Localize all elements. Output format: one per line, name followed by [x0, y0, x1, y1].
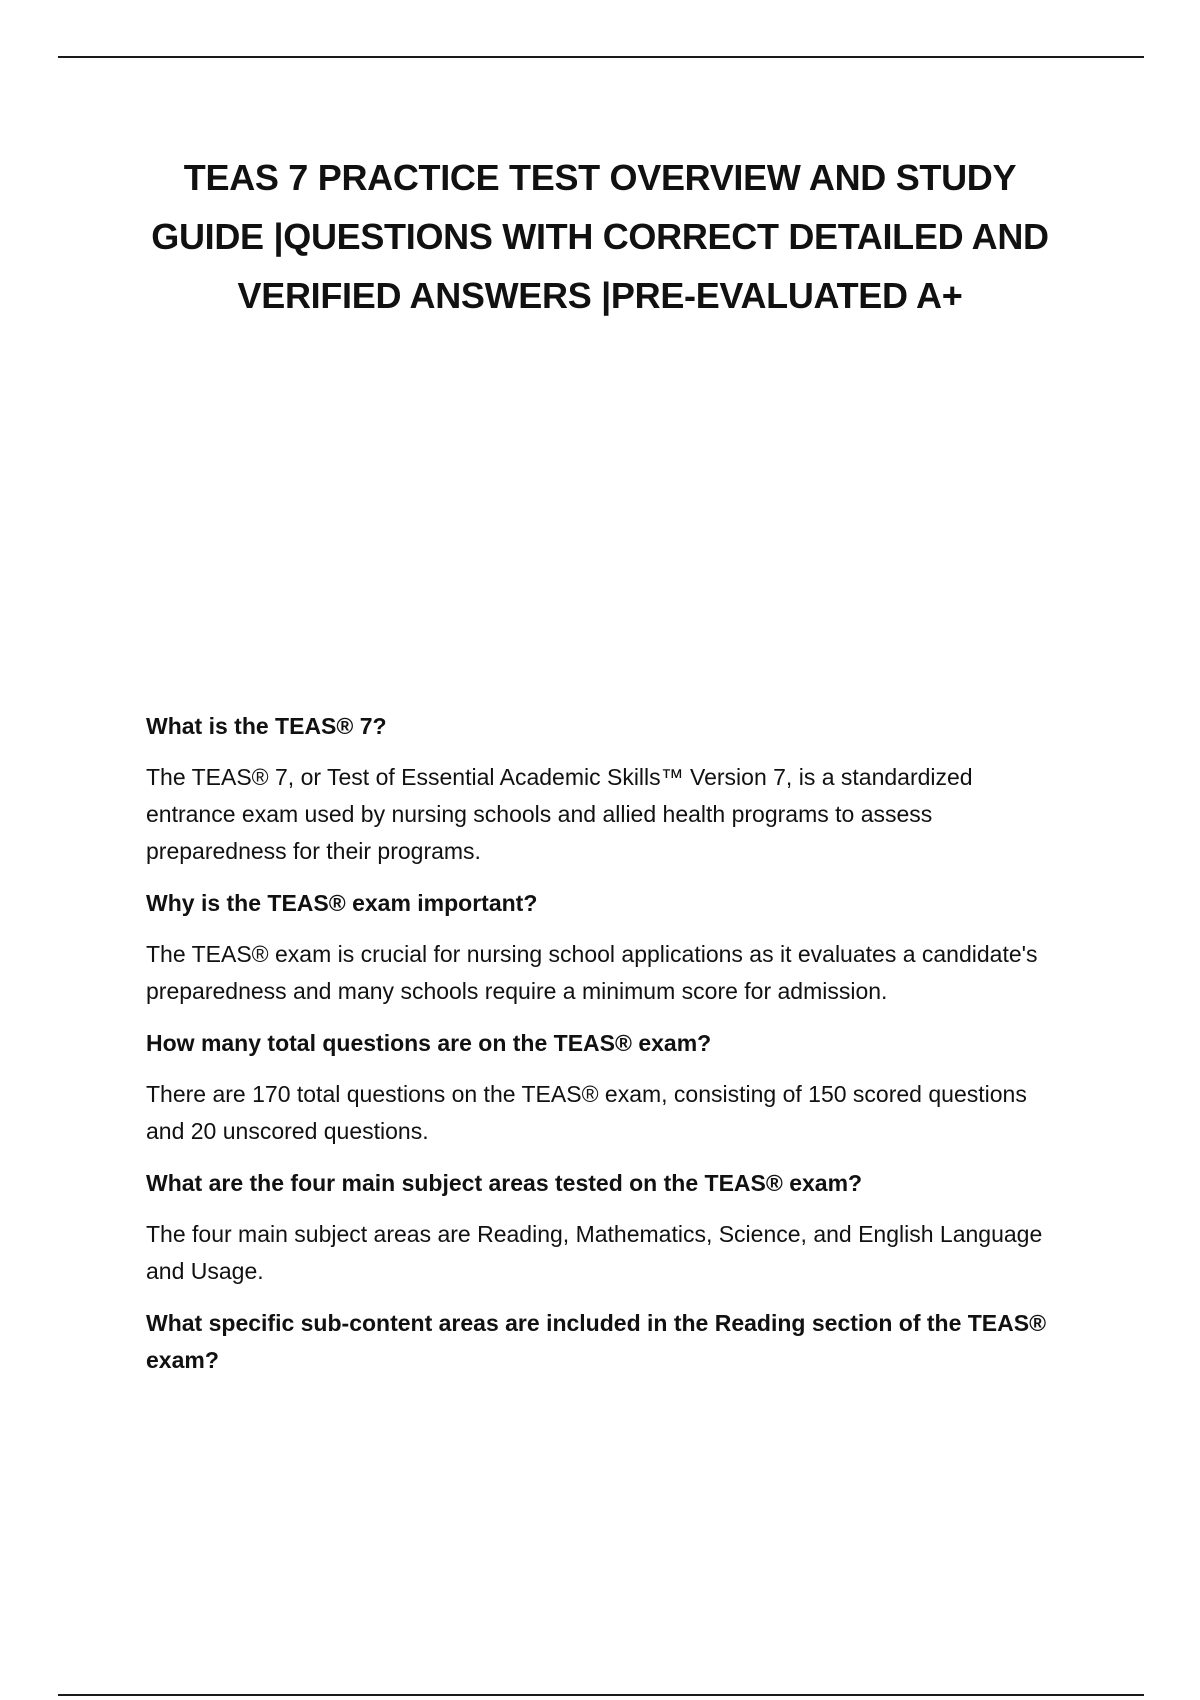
question-5: What specific sub-content areas are included in the Reading section of the TEAS® exam? — [146, 1310, 1047, 1373]
answer-3: There are 170 total questions on the TEAS® exam, consisting of 150 scored questions and 20 unscored questions. — [146, 1081, 1027, 1144]
question-2: Why is the TEAS® exam important? — [146, 890, 538, 916]
qa-section — [146, 708, 1066, 1393]
question-3: How many total questions are on the TEAS® exam? — [146, 1030, 712, 1056]
question-4: What are the four main subject areas tested on the TEAS® exam? — [146, 1170, 863, 1196]
title-line: VERIFIED ANSWERS |PRE-EVALUATED A+ — [237, 275, 963, 316]
answer-2: The TEAS® exam is crucial for nursing school applications as it evaluates a candidate's preparedness and many schools require a minimum score for admission. — [146, 941, 1038, 1004]
document-title — [100, 148, 1100, 325]
answer-1: The TEAS® 7, or Test of Essential Academic Skills™ Version 7, is a standardized entrance exam used by nursing schools and allied health programs to assess preparedness for their programs. — [146, 764, 973, 864]
title-line: GUIDE |QUESTIONS WITH CORRECT DETAILED AND — [151, 216, 1049, 257]
bottom-rule — [58, 1694, 1144, 1696]
top-rule — [58, 56, 1144, 58]
question-1: What is the TEAS® 7? — [146, 713, 387, 739]
title-line: TEAS 7 PRACTICE TEST OVERVIEW AND STUDY — [183, 157, 1017, 198]
answer-4: The four main subject areas are Reading, Mathematics, Science, and English Language and Usage. — [146, 1221, 1043, 1284]
